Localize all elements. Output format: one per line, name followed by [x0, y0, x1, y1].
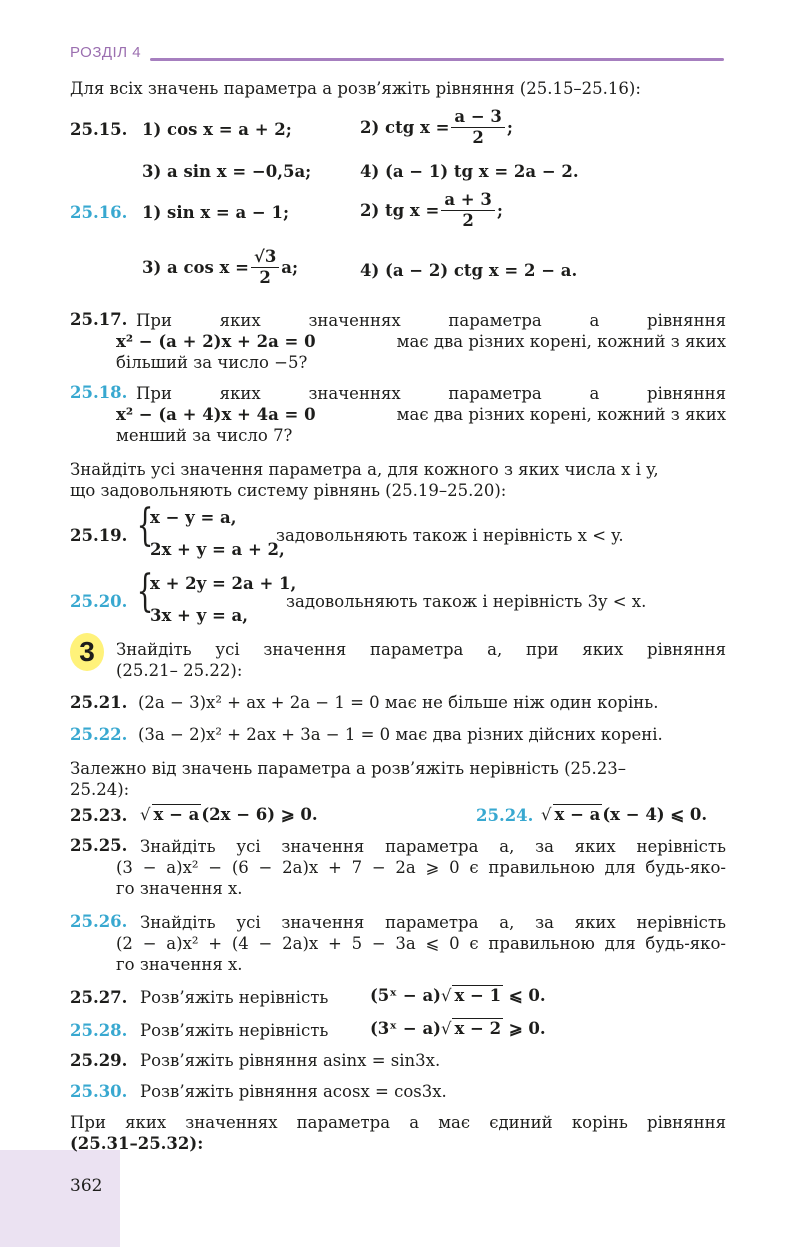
- problem-25-15-item-3: 3) a sin x = −0,5a;: [142, 162, 312, 181]
- problem-number-25-29: 25.29.: [70, 1051, 128, 1070]
- section-rule: [150, 58, 724, 61]
- problem-25-15-item-2: 2) ctg x = $\frac{a - 3}{2}$ ;: [360, 107, 513, 147]
- sqrt-symbol: √: [440, 1019, 452, 1038]
- intro-text-5-line-2: (25.31–25.32):: [70, 1134, 204, 1153]
- intro-text-1: Для всіх значень параметра a розв’яжіть рівняння (25.15–25.16):: [70, 79, 641, 98]
- intro-text-5-line-1: При яких значеннях параметра a має єдиний корінь рівняння: [70, 1113, 726, 1132]
- page-number: 362: [70, 1176, 103, 1196]
- fraction: $\frac{a - 3}{2}$: [451, 107, 505, 148]
- intro-text-3-line-1: Знайдіть усі значення параметра a, при яких рівняння: [116, 640, 726, 659]
- problem-25-17-line-2: x² − (a + 2)x + 2a = 0 має два різних корені, кожний з яких: [116, 332, 726, 351]
- problem-number-25-25: 25.25.: [70, 836, 128, 855]
- problem-25-16-item-2: 2) tg x = $\frac{a + 3}{2}$ ;: [360, 190, 503, 230]
- problem-25-27-text: Розв’яжіть нерівність: [140, 988, 329, 1007]
- problem-number-25-21: 25.21.: [70, 693, 128, 712]
- problem-25-15-item-1: 1) cos x = a + 2;: [142, 120, 292, 139]
- problem-25-28-expression: (3ˣ − a)√ x − 2 ⩾ 0.: [370, 1019, 546, 1038]
- problem-25-22-text: (3a − 2)x² + 2ax + 3a − 1 = 0 має два різних дійсних корені.: [138, 725, 663, 744]
- problem-25-25-line-1: Знайдіть усі значення параметра a, за яких нерівність: [140, 837, 726, 856]
- problem-25-27-expression: (5ˣ − a)√ x − 1 ⩽ 0.: [370, 986, 546, 1005]
- problem-number-25-28: 25.28.: [70, 1021, 128, 1040]
- sqrt-symbol: √: [140, 805, 151, 824]
- problem-25-18-line-3: менший за число 7?: [116, 426, 293, 445]
- system-25-19-eq-1: x − y = a,: [150, 508, 237, 527]
- problem-25-15-item-4: 4) (a − 1) tg x = 2a − 2.: [360, 162, 579, 181]
- problem-number-25-20: 25.20.: [70, 592, 128, 611]
- section-label: РОЗДІЛ 4: [70, 44, 142, 61]
- problem-25-28-text: Розв’яжіть нерівність: [140, 1021, 329, 1040]
- problem-number-25-16: 25.16.: [70, 203, 128, 222]
- problem-number-25-18: 25.18.: [70, 383, 128, 402]
- system-25-20-eq-2: 3x + y = a,: [150, 606, 248, 625]
- fraction: $\frac{a + 3}{2}$: [441, 190, 495, 231]
- problem-25-30-text: Розв’яжіть рівняння acosx = cos3x.: [140, 1082, 447, 1101]
- problem-25-21-text: (2a − 3)x² + ax + 2a − 1 = 0 має не більше ніж один корінь.: [138, 693, 659, 712]
- intro-text-4-line-2: 25.24):: [70, 780, 130, 799]
- problem-number-25-19: 25.19.: [70, 526, 128, 545]
- page-corner-decoration: [0, 1150, 120, 1247]
- problem-25-19-condition: задовольняють також і нерівність x < y.: [276, 526, 624, 545]
- problem-number-25-22: 25.22.: [70, 725, 128, 744]
- system-brace: {: [136, 500, 154, 551]
- problem-number-25-17: 25.17.: [70, 310, 128, 329]
- sqrt-symbol: √: [440, 986, 452, 1005]
- problem-number-25-30: 25.30.: [70, 1082, 128, 1101]
- problem-number-25-15: 25.15.: [70, 120, 128, 139]
- problem-25-29-text: Розв’яжіть рівняння asinx = sin3x.: [140, 1051, 441, 1070]
- problem-25-26-line-3: го значення x.: [116, 955, 243, 974]
- intro-text-2-line-1: Знайдіть усі значення параметра a, для кожного з яких числа x і y,: [70, 460, 659, 479]
- fraction: $\frac{√3}{2}$: [251, 247, 279, 288]
- problem-number-25-27: 25.27.: [70, 988, 128, 1007]
- problem-25-17-line-3: більший за число −5?: [116, 353, 308, 372]
- problem-25-16-item-4: 4) (a − 2) ctg x = 2 − a.: [360, 261, 578, 280]
- system-25-19-eq-2: 2x + y = a + 2,: [150, 540, 285, 559]
- intro-text-2-line-2: що задовольняють систему рівнянь (25.19–25.20):: [70, 481, 507, 500]
- intro-text-3-line-2: (25.21– 25.22):: [116, 661, 243, 680]
- problem-25-23-expression: √ x − a (2x − 6) ⩾ 0.: [140, 805, 318, 824]
- intro-text-4-line-1: Залежно від значень параметра a розв’яжіть нерівність (25.23–: [70, 759, 627, 778]
- sqrt-symbol: √: [541, 805, 552, 824]
- system-25-20-eq-1: x + 2y = 2a + 1,: [150, 574, 297, 593]
- problem-25-16-item-1: 1) sin x = a − 1;: [142, 203, 290, 222]
- problem-25-17-line-1: При яких значеннях параметра a рівняння: [136, 311, 726, 330]
- problem-25-25-line-2: (3 − a)x² − (6 − 2a)x + 7 − 2a ⩾ 0 є правильною для будь-яко-: [116, 858, 726, 877]
- problem-number-25-23: 25.23.: [70, 806, 128, 825]
- problem-25-20-condition: задовольняють також і нерівність 3y < x.: [286, 592, 647, 611]
- system-brace: {: [136, 566, 154, 617]
- difficulty-level-badge: 3: [70, 633, 104, 671]
- problem-25-26-line-1: Знайдіть усі значення параметра a, за яких нерівність: [140, 913, 726, 932]
- problem-number-25-26: 25.26.: [70, 912, 128, 931]
- problem-number-25-24: 25.24.: [476, 806, 534, 825]
- problem-25-16-item-3: 3) a cos x = $\frac{√3}{2}$ a;: [142, 247, 299, 287]
- problem-25-26-line-2: (2 − a)x² + (4 − 2a)x + 5 − 3a ⩽ 0 є правильною для будь-яко-: [116, 934, 726, 953]
- problem-25-25-line-3: го значення x.: [116, 879, 243, 898]
- problem-25-24-expression: √ x − a (x − 4) ⩽ 0.: [541, 805, 708, 824]
- problem-25-18-line-1: При яких значеннях параметра a рівняння: [136, 384, 726, 403]
- problem-25-18-line-2: x² − (a + 4)x + 4a = 0 має два різних корені, кожний з яких: [116, 405, 726, 424]
